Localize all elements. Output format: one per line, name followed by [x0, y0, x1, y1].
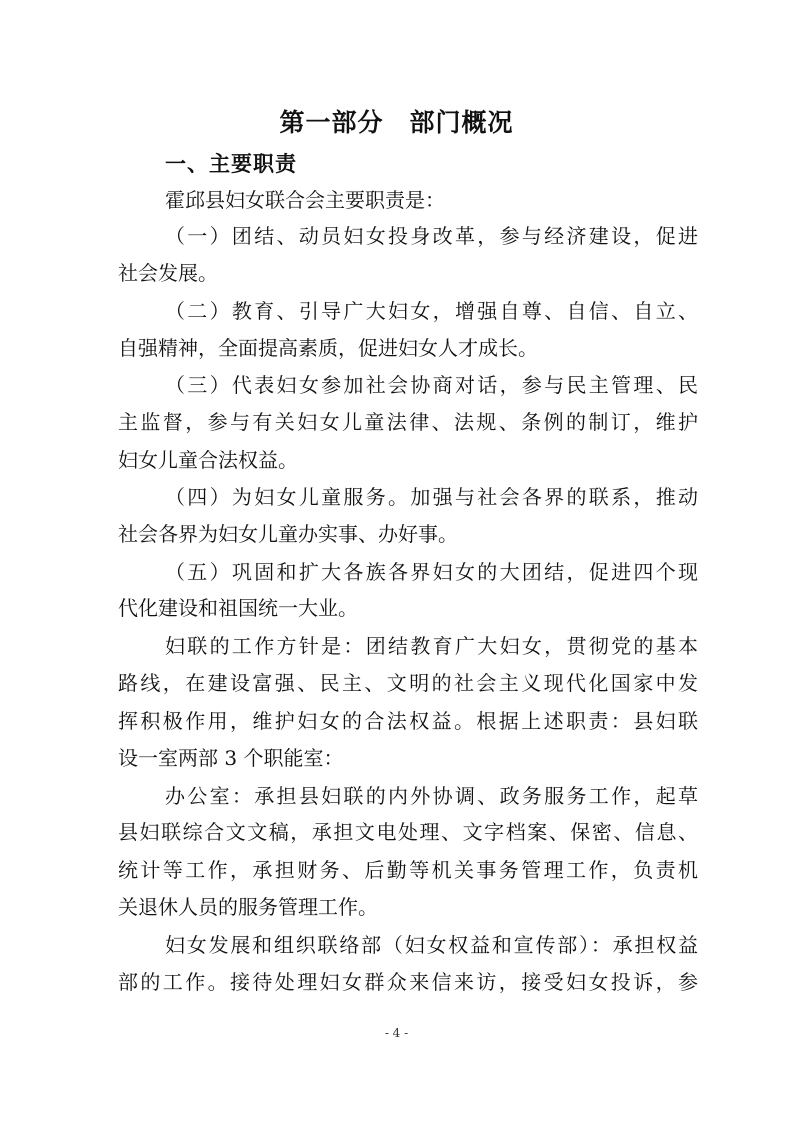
paragraph-line: 设一室两部 3 个职能室： — [118, 746, 344, 770]
paragraph-line: 代化建设和祖国统一大业。 — [118, 596, 358, 620]
paragraph-line: 妇女儿童合法权益。 — [118, 448, 298, 472]
paragraph-line: 妇女发展和组织联络部（妇女权益和宣传部）：承担权益 — [165, 933, 698, 957]
page-title: 第一部分 部门概况 — [279, 108, 514, 137]
paragraph-line: 路线，在建设富强、民主、文明的社会主义现代化国家中发 — [118, 671, 698, 695]
paragraph-line: 霍邱县妇女联合会主要职责是： — [165, 188, 445, 212]
page-number: - 4 - — [384, 1026, 409, 1040]
paragraph-line: （三）代表妇女参加社会协商对话，参与民主管理、民 — [165, 373, 698, 397]
paragraph-line: （一）团结、动员妇女投身改革，参与经济建设，促进 — [165, 224, 698, 248]
paragraph-line: 主监督，参与有关妇女儿童法律、法规、条例的制订，维护 — [118, 410, 698, 434]
section-heading: 一、主要职责 — [165, 152, 297, 176]
paragraph-line: （五）巩固和扩大各族各界妇女的大团结，促进四个现 — [165, 560, 698, 584]
paragraph-line: 社会各界为妇女儿童办实事、办好事。 — [118, 522, 458, 546]
paragraph-line: 挥积极作用，维护妇女的合法权益。根据上述职责：县妇联 — [118, 709, 698, 733]
paragraph-line: 社会发展。 — [118, 261, 218, 285]
paragraph-line: 统计等工作，承担财务、后勤等机关事务管理工作，负责机 — [118, 858, 698, 882]
paragraph-line: 县妇联综合文文稿，承担文电处理、文字档案、保密、信息、 — [118, 820, 698, 844]
paragraph-line: 自强精神，全面提高素质，促进妇女人才成长。 — [118, 336, 538, 360]
paragraph-line: 妇联的工作方针是：团结教育广大妇女，贯彻党的基本 — [165, 634, 698, 658]
paragraph-line: 关退休人员的服务管理工作。 — [118, 895, 378, 919]
paragraph-line: 部的工作。接待处理妇女群众来信来访，接受妇女投诉，参 — [118, 970, 698, 994]
paragraph-line: （四）为妇女儿童服务。加强与社会各界的联系，推动 — [165, 485, 698, 509]
paragraph-line: 办公室：承担县妇联的内外协调、政务服务工作，起草 — [165, 784, 698, 808]
paragraph-line: （二）教育、引导广大妇女，增强自尊、自信、自立、 — [165, 299, 698, 323]
